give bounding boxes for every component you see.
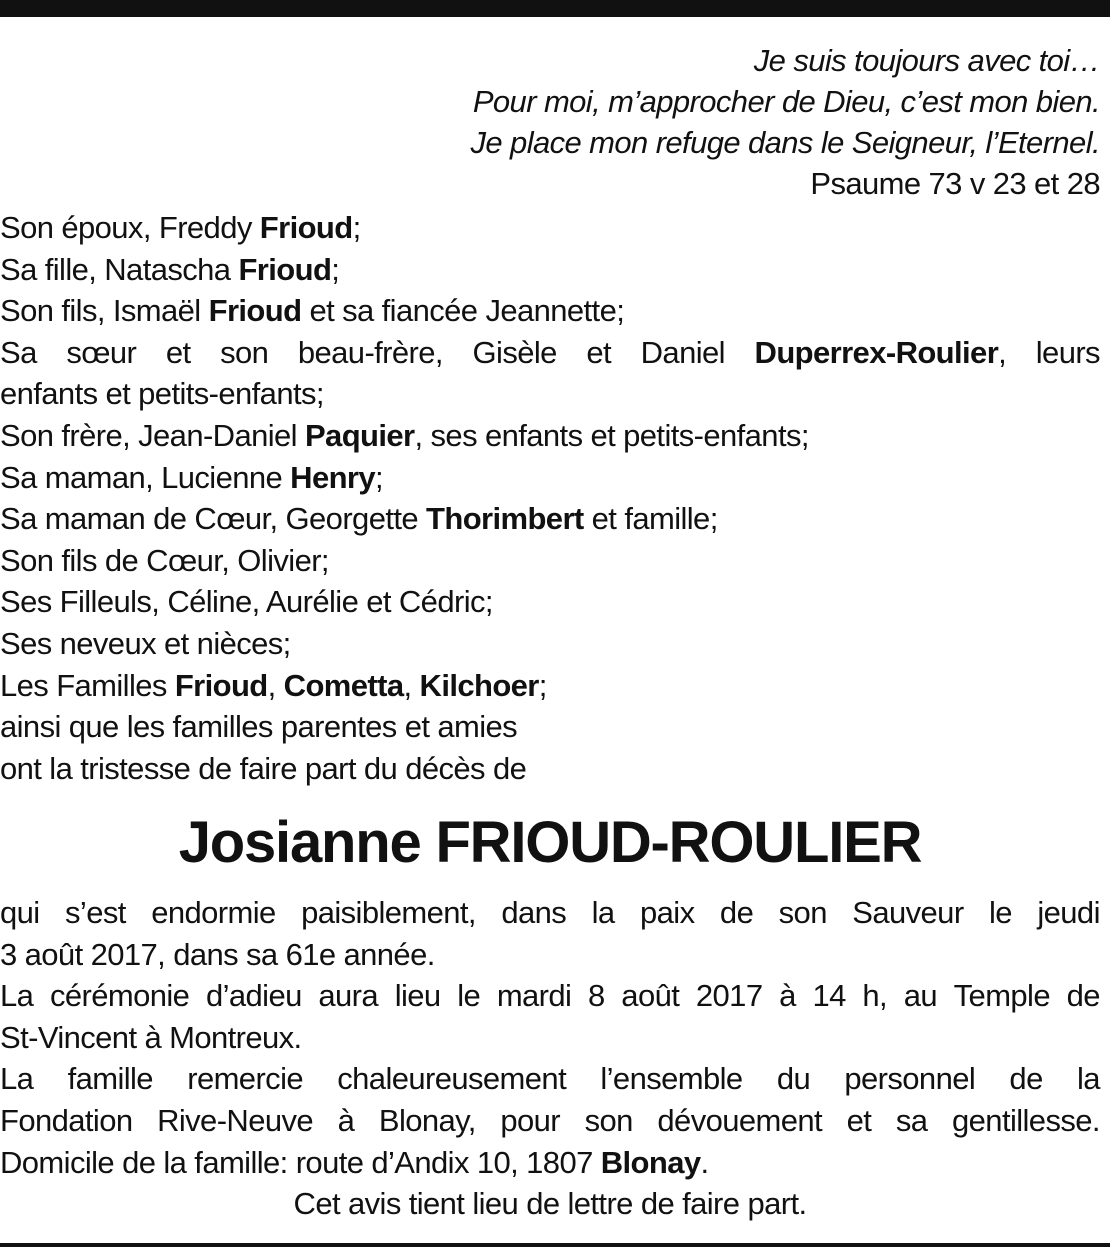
relation-text: Son époux, Freddy — [0, 210, 260, 245]
bottom-rule — [0, 1243, 1110, 1247]
word: Fondation — [0, 1102, 133, 1138]
word: paisiblement, — [301, 895, 476, 930]
word: Sauveur — [852, 895, 964, 930]
word: beau-frère, — [297, 334, 443, 370]
family-list — [0, 207, 1100, 789]
relation-text: , ses enfants et petits-enfants; — [414, 417, 809, 453]
word: qui — [0, 895, 40, 930]
psalm-quote — [471, 40, 1101, 204]
word: endormie — [151, 895, 276, 930]
relation-text: Sa maman de Cœur, Georgette — [0, 501, 427, 537]
word: Temple — [953, 978, 1050, 1014]
word: h, — [862, 978, 888, 1014]
relation-text: Sa fille, Natascha — [0, 251, 239, 287]
word: et — [165, 334, 191, 370]
surname: Kilchoer — [419, 667, 539, 703]
word: l’ensemble — [600, 1061, 743, 1097]
word: mardi — [496, 978, 572, 1014]
word: de — [1009, 1061, 1043, 1097]
deceased-name: Josianne FRIOUD-ROULIER — [178, 810, 922, 875]
family-line-familles — [0, 665, 1100, 707]
word: dévouement — [657, 1102, 823, 1138]
surname-group — [755, 332, 1007, 374]
word: Gisèle — [472, 334, 557, 370]
word: Sa — [0, 334, 37, 370]
relation-text: et famille; — [583, 501, 718, 537]
surname: Duperrex-Roulier — [754, 334, 999, 370]
surname: Henry — [290, 459, 376, 495]
family-line-epoux — [0, 207, 1100, 249]
detail-line-date: 3 août 2017, dans sa 61e année. — [0, 936, 435, 972]
word: de — [1066, 978, 1100, 1014]
word: aura — [318, 978, 379, 1014]
word: et — [586, 334, 612, 370]
word: à — [337, 1102, 355, 1138]
relation-text: Les Familles — [0, 667, 175, 703]
word: personnel — [844, 1061, 976, 1097]
word: jeudi — [1037, 895, 1100, 930]
quote-reference: Psaume 73 v 23 et 28 — [810, 166, 1100, 201]
surname: Thorimbert — [426, 501, 584, 537]
family-line-fille — [0, 249, 1100, 291]
word: lieu — [394, 978, 441, 1014]
surname: Frioud — [238, 251, 332, 287]
word: remercie — [187, 1061, 303, 1097]
address-text: Domicile de la famille: route d’Andix 10, 1807 — [0, 1144, 601, 1180]
word: cérémonie — [49, 978, 190, 1014]
family-line-tristesse: ont la tristesse de faire part du décès de — [0, 750, 527, 786]
word: 2017 — [695, 978, 763, 1014]
family-line-maman — [0, 457, 1100, 499]
word: la — [1076, 1061, 1100, 1097]
detail-line-endormie — [0, 892, 1100, 934]
relation-text: Sa maman, Lucienne — [0, 459, 291, 495]
word: Rive-Neuve — [157, 1102, 314, 1138]
closing-note: Cet avis tient lieu de lettre de faire part. — [293, 1186, 807, 1222]
word: famille — [67, 1061, 153, 1097]
word: La — [0, 1061, 34, 1097]
relation-punct: ; — [352, 210, 361, 245]
family-line-ainsi: ainsi que les familles parentes et amies — [0, 709, 518, 745]
word: 8 — [587, 978, 605, 1014]
word: le — [457, 978, 481, 1014]
word: d’adieu — [205, 978, 302, 1014]
relation-punct: ; — [375, 459, 384, 495]
top-rule — [0, 0, 1110, 17]
quote-line: Je place mon refuge dans le Seigneur, l’Eternel. — [470, 125, 1100, 160]
family-line-filleuls: Ses Filleuls, Céline, Aurélie et Cédric; — [0, 584, 493, 620]
relation-punct: ; — [538, 667, 547, 703]
family-line-maman-coeur — [0, 498, 1100, 540]
relation-text: Son fils, Ismaël — [0, 293, 209, 329]
separator: , — [403, 667, 420, 703]
word: août — [621, 978, 680, 1014]
relation-text: et sa fiancée Jeannette; — [301, 293, 625, 329]
word: son — [778, 895, 827, 930]
word: à — [779, 978, 796, 1014]
surname: Frioud — [174, 667, 268, 703]
quote-line: Pour moi, m’approcher de Dieu, c’est mon bien. — [472, 84, 1100, 119]
word: du — [776, 1061, 811, 1097]
family-line-fils-coeur: Son fils de Cœur, Olivier; — [0, 542, 329, 578]
word: 14 — [812, 978, 846, 1014]
word: son — [584, 1102, 633, 1138]
details-section — [0, 892, 1100, 1225]
word: au — [903, 978, 937, 1014]
detail-line-lieu: St-Vincent à Montreux. — [0, 1019, 302, 1055]
relation-text: Son frère, Jean-Daniel — [0, 417, 305, 453]
word: La — [0, 978, 34, 1014]
separator: , — [267, 667, 284, 703]
word: Daniel — [640, 334, 725, 370]
relation-punct: , — [998, 334, 1007, 370]
surname: Frioud — [208, 293, 302, 329]
family-line-soeur — [0, 332, 1100, 374]
detail-line-domicile — [0, 1142, 1100, 1184]
relation-punct: ; — [331, 251, 340, 287]
family-line-soeur-cont: enfants et petits-enfants; — [0, 376, 324, 412]
address-punct: . — [700, 1144, 709, 1180]
word: leurs — [1035, 334, 1100, 370]
surname: Frioud — [259, 210, 353, 245]
town: Blonay — [600, 1144, 701, 1180]
surname: Paquier — [304, 417, 415, 453]
word: de — [719, 895, 754, 930]
word: chaleureusement — [337, 1061, 567, 1097]
word: pour — [500, 1102, 561, 1138]
quote-line: Je suis toujours avec toi… — [753, 43, 1100, 78]
detail-line-ceremonie — [0, 975, 1100, 1017]
family-line-neveux: Ses neveux et nièces; — [0, 625, 291, 661]
word: s’est — [65, 895, 126, 930]
family-line-fils — [0, 290, 1100, 332]
word: la — [591, 895, 615, 930]
word: sa — [895, 1102, 928, 1138]
word: sœur — [66, 334, 137, 370]
word: le — [988, 895, 1012, 930]
word: gentillesse. — [952, 1102, 1100, 1138]
surname: Cometta — [283, 667, 404, 703]
word: Blonay, — [378, 1102, 476, 1138]
word: son — [220, 334, 269, 370]
word: dans — [501, 895, 567, 930]
word: paix — [640, 895, 695, 930]
detail-line-fondation — [0, 1100, 1100, 1142]
detail-line-remercie — [0, 1058, 1100, 1100]
family-line-frere — [0, 415, 1100, 457]
word: et — [846, 1102, 872, 1138]
